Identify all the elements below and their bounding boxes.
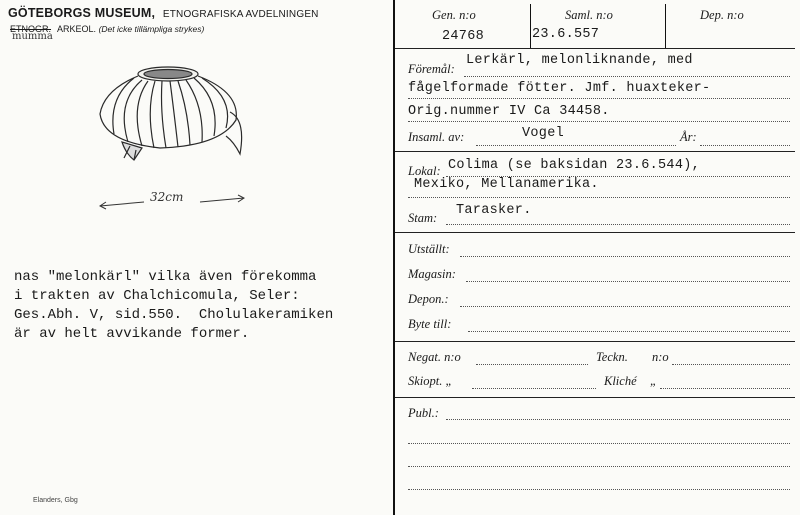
typed-note [14,268,333,344]
kliche-label: Kliché [604,374,637,388]
lokal-line: Colima (se baksidan 23.6.544), [448,158,701,173]
teckn-label: Teckn. [596,350,628,364]
insaml-rule [476,145,676,146]
section-rule [395,397,795,398]
foremal-line: Lerkärl, melonliknande, med [466,53,693,68]
magasin-label: Magasin: [408,267,456,281]
museum-header [8,6,319,20]
publ-rule [408,466,790,467]
section-rule [395,48,795,49]
section-rule [395,151,795,152]
printer-imprint: Elanders, Gbg [33,497,78,504]
lokal-line: Mexiko, Mellanamerika. [414,177,599,192]
ar-rule [700,145,790,146]
dimension-label: 32cm [150,190,184,204]
stam-rule [446,224,790,225]
note-line: är av helt avvikande former. [14,326,250,342]
foremal-rule [464,76,790,77]
publ-rule [408,489,790,490]
foremal-line: Orig.nummer IV Ca 34458. [408,104,610,119]
stam-value: Tarasker. [456,203,532,218]
handwritten-scribble: mumma [12,31,53,42]
department-name: ETNOGRAFISKA AVDELNINGEN [162,9,319,20]
option-etnogr: ETNOGR. [10,24,52,34]
dep-no-label: Dep. n:o [700,8,744,22]
foremal-rule [408,98,790,99]
museum-name: GÖTEBORGS MUSEUM, [8,6,156,20]
saml-no-value: 23.6.557 [532,27,600,42]
skiopt-rule [472,388,596,389]
ar-label: År: [680,130,697,144]
section-rule [395,341,795,342]
teckn-rule [672,364,790,365]
note-line: Ges.Abh. V, sid.550. Cholulakeramiken [14,307,334,323]
skiopt-label: Skiopt. „ [408,374,453,388]
column-divider [530,4,531,48]
magasin-rule [466,281,790,282]
kliche-rule [660,388,790,389]
byte-till-label: Byte till: [408,317,452,331]
dimension-arrow-right [198,194,248,208]
strike-note: (Det icke tillämpliga strykes) [98,24,205,34]
depon-label: Depon.: [408,292,449,306]
foremal-rule [408,121,790,122]
foremal-label: Föremål: [408,62,455,76]
publ-rule [446,419,790,420]
depon-rule [460,306,790,307]
byte-till-rule [468,331,790,332]
utstallt-label: Utställt: [408,242,450,256]
option-arkeol: ARKEOL. [57,24,97,34]
stam-label: Stam: [408,211,438,225]
note-line: nas "melonkärl" vilka även förekomma [14,269,317,285]
saml-no-label: Saml. n:o [565,8,613,22]
lokal-rule [446,176,790,177]
kliche-mark: „ [650,374,657,388]
lokal-rule [408,197,790,198]
insaml-value: Vogel [522,126,565,141]
negat-rule [476,364,588,365]
lokal-label: Lokal: [408,164,441,178]
publ-label: Publ.: [408,406,439,420]
note-line: i trakten av Chalchicomula, Seler: [14,288,300,304]
gen-no-value: 24768 [442,29,485,44]
teckn-no-label: n:o [652,350,669,364]
publ-rule [408,443,790,444]
utstallt-rule [460,256,790,257]
card-divider [393,0,395,515]
insaml-label: Insaml. av: [408,130,465,144]
vessel-drawing [90,62,250,167]
gen-no-label: Gen. n:o [432,8,476,22]
section-rule [395,232,795,233]
column-divider [665,4,666,48]
dimension-arrow-left [96,196,146,210]
foremal-line: fågelformade fötter. Jmf. huaxteker- [408,81,711,96]
negat-label: Negat. n:o [408,350,461,364]
